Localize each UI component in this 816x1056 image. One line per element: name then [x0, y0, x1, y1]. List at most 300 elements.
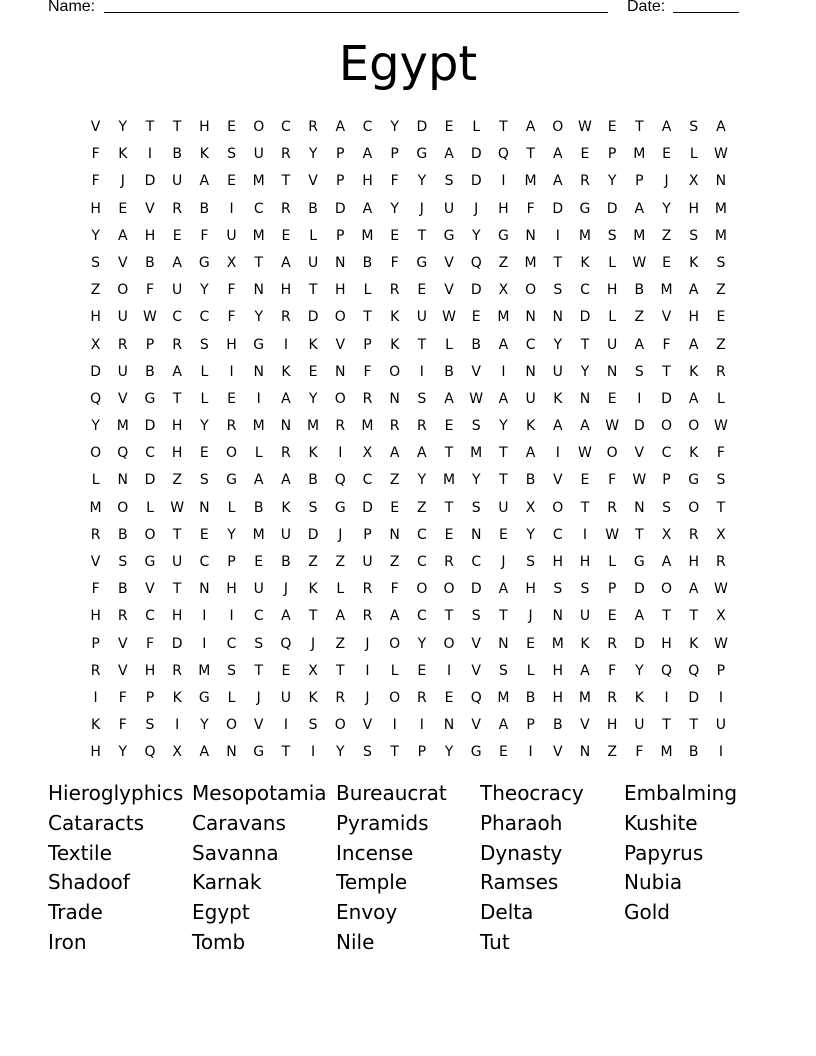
- grid-letter[interactable]: O: [226, 445, 238, 462]
- grid-letter[interactable]: H: [90, 608, 101, 625]
- grid-letter[interactable]: S: [91, 254, 101, 271]
- grid-letter[interactable]: A: [634, 200, 645, 217]
- grid-letter[interactable]: M: [497, 689, 510, 706]
- grid-letter[interactable]: D: [688, 689, 700, 706]
- grid-letter[interactable]: A: [688, 581, 699, 598]
- grid-letter[interactable]: X: [226, 254, 237, 271]
- grid-letter[interactable]: I: [419, 363, 424, 380]
- grid-letter[interactable]: R: [335, 418, 346, 435]
- grid-letter[interactable]: B: [444, 363, 454, 380]
- grid-letter[interactable]: V: [117, 662, 128, 679]
- grid-letter[interactable]: J: [283, 581, 288, 598]
- grid-letter[interactable]: A: [281, 472, 291, 489]
- grid-letter[interactable]: F: [145, 282, 154, 299]
- grid-letter[interactable]: D: [470, 173, 482, 190]
- grid-letter[interactable]: V: [335, 336, 346, 353]
- grid-letter[interactable]: P: [607, 581, 617, 598]
- grid-letter[interactable]: O: [226, 717, 238, 734]
- grid-letter[interactable]: G: [416, 146, 428, 163]
- grid-letter[interactable]: H: [335, 282, 346, 299]
- grid-letter[interactable]: G: [144, 390, 156, 407]
- grid-letter[interactable]: S: [444, 173, 454, 190]
- grid-letter[interactable]: O: [688, 499, 700, 516]
- grid-letter[interactable]: M: [660, 282, 673, 299]
- grid-letter[interactable]: D: [362, 499, 373, 516]
- grid-letter[interactable]: F: [200, 227, 209, 244]
- grid-letter[interactable]: V: [552, 472, 563, 489]
- grid-letter[interactable]: J: [120, 173, 125, 190]
- grid-letter[interactable]: J: [256, 689, 261, 706]
- grid-letter[interactable]: N: [498, 635, 509, 652]
- grid-letter[interactable]: Y: [200, 418, 209, 435]
- grid-letter[interactable]: O: [334, 390, 346, 407]
- grid-letter[interactable]: U: [443, 200, 455, 217]
- grid-letter[interactable]: O: [334, 717, 346, 734]
- grid-letter[interactable]: T: [363, 309, 372, 326]
- grid-letter[interactable]: I: [338, 445, 343, 462]
- grid-letter[interactable]: F: [635, 744, 644, 761]
- grid-letter[interactable]: B: [145, 363, 155, 380]
- grid-letter[interactable]: D: [552, 200, 564, 217]
- grid-letter[interactable]: A: [525, 119, 536, 135]
- grid-letter[interactable]: K: [91, 717, 101, 734]
- grid-letter[interactable]: O: [688, 418, 700, 435]
- grid-letter[interactable]: O: [416, 581, 428, 598]
- grid-letter[interactable]: W: [713, 635, 728, 652]
- grid-letter[interactable]: R: [90, 662, 101, 679]
- grid-letter[interactable]: Y: [336, 744, 345, 761]
- grid-letter[interactable]: E: [390, 227, 400, 244]
- grid-letter[interactable]: Z: [634, 309, 645, 326]
- grid-letter[interactable]: Z: [389, 472, 400, 489]
- grid-letter[interactable]: A: [552, 173, 563, 190]
- grid-letter[interactable]: T: [308, 608, 318, 625]
- grid-letter[interactable]: T: [417, 227, 427, 244]
- grid-letter[interactable]: A: [335, 608, 346, 625]
- grid-letter[interactable]: I: [419, 717, 424, 734]
- grid-letter[interactable]: D: [633, 418, 645, 435]
- grid-letter[interactable]: K: [689, 254, 699, 271]
- grid-letter[interactable]: J: [338, 526, 343, 543]
- grid-letter[interactable]: O: [552, 119, 564, 135]
- grid-letter[interactable]: C: [416, 526, 427, 543]
- grid-letter[interactable]: P: [390, 146, 399, 163]
- grid-letter[interactable]: B: [117, 526, 128, 543]
- grid-letter[interactable]: I: [229, 200, 234, 217]
- grid-letter[interactable]: V: [308, 173, 318, 190]
- grid-letter[interactable]: N: [117, 472, 129, 489]
- grid-letter[interactable]: N: [253, 363, 264, 380]
- grid-letter[interactable]: I: [718, 689, 723, 706]
- grid-letter[interactable]: U: [715, 717, 727, 734]
- grid-letter[interactable]: Y: [200, 717, 209, 734]
- grid-letter[interactable]: A: [498, 336, 509, 353]
- grid-letter[interactable]: A: [688, 336, 699, 353]
- grid-letter[interactable]: X: [308, 662, 318, 679]
- grid-letter[interactable]: O: [253, 119, 265, 135]
- grid-letter[interactable]: Z: [498, 254, 509, 271]
- grid-letter[interactable]: M: [198, 662, 211, 679]
- grid-letter[interactable]: T: [635, 526, 644, 543]
- grid-letter[interactable]: G: [198, 689, 210, 706]
- grid-letter[interactable]: O: [443, 635, 455, 652]
- grid-letter[interactable]: B: [525, 472, 536, 489]
- grid-letter[interactable]: E: [580, 472, 590, 489]
- grid-letter[interactable]: H: [90, 309, 101, 326]
- grid-letter[interactable]: S: [227, 662, 236, 679]
- grid-letter[interactable]: R: [335, 689, 346, 706]
- grid-letter[interactable]: N: [389, 526, 400, 543]
- grid-letter[interactable]: X: [716, 526, 726, 543]
- grid-letter[interactable]: K: [634, 689, 644, 706]
- grid-letter[interactable]: U: [307, 254, 319, 271]
- grid-letter[interactable]: M: [89, 499, 102, 516]
- grid-letter[interactable]: A: [688, 282, 699, 299]
- grid-letter[interactable]: T: [499, 608, 508, 625]
- grid-letter[interactable]: G: [579, 200, 591, 217]
- grid-letter[interactable]: D: [307, 526, 319, 543]
- grid-letter[interactable]: K: [199, 146, 209, 163]
- grid-letter[interactable]: A: [389, 445, 400, 462]
- grid-letter[interactable]: V: [444, 254, 454, 271]
- grid-letter[interactable]: H: [280, 282, 292, 299]
- grid-letter[interactable]: U: [280, 689, 292, 706]
- grid-letter[interactable]: P: [145, 336, 155, 353]
- grid-letter[interactable]: V: [444, 282, 454, 299]
- grid-letter[interactable]: F: [227, 282, 236, 299]
- grid-letter[interactable]: A: [117, 227, 128, 244]
- grid-letter[interactable]: Y: [580, 363, 590, 380]
- grid-letter[interactable]: K: [308, 689, 318, 706]
- grid-letter[interactable]: Q: [144, 744, 156, 761]
- grid-letter[interactable]: O: [389, 635, 401, 652]
- grid-letter[interactable]: L: [309, 227, 317, 244]
- grid-letter[interactable]: E: [607, 608, 617, 625]
- grid-letter[interactable]: N: [335, 363, 346, 380]
- grid-letter[interactable]: M: [116, 418, 129, 435]
- grid-letter[interactable]: B: [145, 254, 155, 271]
- grid-letter[interactable]: I: [175, 717, 180, 734]
- grid-letter[interactable]: R: [172, 336, 183, 353]
- grid-letter[interactable]: Z: [716, 336, 726, 353]
- grid-letter[interactable]: M: [470, 445, 483, 462]
- grid-letter[interactable]: H: [688, 200, 699, 217]
- grid-letter[interactable]: H: [226, 336, 237, 353]
- grid-letter[interactable]: G: [253, 336, 265, 353]
- grid-letter[interactable]: Y: [607, 173, 617, 190]
- grid-letter[interactable]: P: [91, 635, 100, 652]
- grid-letter[interactable]: P: [336, 227, 345, 244]
- grid-letter[interactable]: T: [172, 390, 182, 407]
- grid-letter[interactable]: K: [118, 146, 128, 163]
- grid-letter[interactable]: F: [390, 173, 399, 190]
- grid-letter[interactable]: W: [578, 445, 592, 462]
- grid-letter[interactable]: R: [688, 526, 699, 543]
- grid-letter[interactable]: M: [524, 173, 537, 190]
- grid-letter[interactable]: M: [551, 635, 564, 652]
- grid-letter[interactable]: J: [664, 173, 669, 190]
- grid-letter[interactable]: L: [146, 499, 154, 516]
- grid-letter[interactable]: D: [90, 363, 101, 380]
- grid-letter[interactable]: E: [444, 418, 454, 435]
- grid-letter[interactable]: O: [661, 418, 673, 435]
- grid-letter[interactable]: N: [552, 309, 564, 326]
- grid-letter[interactable]: F: [227, 309, 236, 326]
- grid-letter[interactable]: Q: [470, 254, 482, 271]
- grid-letter[interactable]: T: [499, 472, 508, 489]
- grid-letter[interactable]: Q: [334, 472, 346, 489]
- grid-letter[interactable]: M: [252, 227, 265, 244]
- grid-letter[interactable]: H: [144, 227, 156, 244]
- grid-letter[interactable]: P: [336, 173, 345, 190]
- grid-letter[interactable]: G: [253, 744, 265, 761]
- grid-letter[interactable]: I: [256, 390, 261, 407]
- grid-letter[interactable]: A: [498, 581, 509, 598]
- grid-letter[interactable]: O: [389, 363, 401, 380]
- grid-letter[interactable]: N: [199, 581, 210, 598]
- grid-letter[interactable]: A: [498, 390, 509, 407]
- grid-letter[interactable]: R: [389, 418, 400, 435]
- grid-letter[interactable]: H: [90, 200, 101, 217]
- grid-letter[interactable]: L: [227, 499, 236, 516]
- grid-letter[interactable]: U: [579, 608, 591, 625]
- grid-letter[interactable]: I: [582, 526, 588, 543]
- grid-letter[interactable]: A: [580, 418, 590, 435]
- grid-letter[interactable]: M: [714, 227, 727, 244]
- grid-letter[interactable]: S: [199, 472, 209, 489]
- grid-letter[interactable]: N: [579, 390, 591, 407]
- grid-letter[interactable]: V: [471, 662, 481, 679]
- grid-letter[interactable]: I: [528, 744, 533, 761]
- grid-letter[interactable]: S: [526, 554, 536, 570]
- grid-letter[interactable]: H: [226, 581, 237, 598]
- grid-letter[interactable]: K: [390, 309, 400, 326]
- grid-letter[interactable]: F: [390, 581, 399, 598]
- grid-letter[interactable]: N: [525, 309, 536, 326]
- grid-letter[interactable]: X: [172, 744, 182, 761]
- grid-letter[interactable]: M: [252, 173, 265, 190]
- grid-letter[interactable]: D: [661, 390, 672, 407]
- grid-letter[interactable]: Y: [471, 472, 481, 489]
- grid-letter[interactable]: M: [497, 309, 510, 326]
- grid-letter[interactable]: M: [633, 146, 646, 163]
- grid-letter[interactable]: E: [417, 662, 427, 679]
- grid-letter[interactable]: K: [526, 418, 536, 435]
- grid-letter[interactable]: E: [199, 445, 209, 462]
- grid-letter[interactable]: H: [688, 554, 699, 570]
- grid-letter[interactable]: A: [362, 200, 373, 217]
- grid-letter[interactable]: R: [90, 526, 101, 543]
- grid-letter[interactable]: E: [227, 119, 236, 135]
- grid-letter[interactable]: Y: [390, 119, 399, 135]
- grid-letter[interactable]: H: [579, 554, 591, 570]
- grid-letter[interactable]: E: [662, 146, 671, 163]
- grid-letter[interactable]: O: [552, 499, 564, 516]
- grid-letter[interactable]: F: [91, 173, 100, 190]
- grid-letter[interactable]: T: [417, 336, 427, 353]
- grid-letter[interactable]: R: [716, 554, 726, 570]
- grid-letter[interactable]: L: [390, 662, 399, 679]
- grid-letter[interactable]: E: [716, 309, 726, 326]
- grid-letter[interactable]: O: [606, 445, 618, 462]
- grid-letter[interactable]: L: [689, 146, 698, 163]
- grid-letter[interactable]: S: [716, 472, 726, 489]
- grid-letter[interactable]: Q: [470, 689, 482, 706]
- grid-letter[interactable]: P: [417, 744, 427, 761]
- grid-letter[interactable]: N: [606, 363, 618, 380]
- grid-letter[interactable]: F: [716, 445, 725, 462]
- grid-letter[interactable]: S: [308, 499, 318, 516]
- grid-letter[interactable]: C: [199, 309, 210, 326]
- grid-letter[interactable]: N: [579, 744, 591, 761]
- grid-letter[interactable]: L: [91, 472, 100, 489]
- grid-letter[interactable]: O: [661, 581, 673, 598]
- grid-letter[interactable]: L: [608, 254, 617, 271]
- grid-letter[interactable]: S: [471, 499, 481, 516]
- grid-letter[interactable]: V: [634, 445, 645, 462]
- grid-letter[interactable]: E: [498, 526, 508, 543]
- grid-letter[interactable]: Y: [444, 744, 454, 761]
- grid-letter[interactable]: W: [143, 309, 157, 326]
- grid-letter[interactable]: A: [444, 146, 454, 163]
- grid-letter[interactable]: N: [552, 608, 564, 625]
- grid-letter[interactable]: M: [252, 418, 265, 435]
- grid-letter[interactable]: V: [661, 309, 672, 326]
- grid-letter[interactable]: V: [117, 390, 128, 407]
- grid-letter[interactable]: J: [365, 689, 370, 706]
- grid-letter[interactable]: M: [524, 254, 537, 271]
- grid-letter[interactable]: E: [254, 554, 264, 570]
- grid-letter[interactable]: H: [552, 662, 564, 679]
- grid-letter[interactable]: I: [555, 227, 560, 244]
- grid-letter[interactable]: H: [362, 173, 373, 190]
- grid-letter[interactable]: L: [526, 662, 535, 679]
- grid-letter[interactable]: S: [118, 554, 128, 570]
- grid-letter[interactable]: I: [311, 744, 316, 761]
- grid-letter[interactable]: R: [362, 390, 373, 407]
- grid-letter[interactable]: I: [93, 689, 98, 706]
- grid-letter[interactable]: R: [362, 581, 373, 598]
- grid-letter[interactable]: U: [117, 363, 128, 380]
- grid-letter[interactable]: R: [281, 445, 291, 462]
- grid-letter[interactable]: F: [118, 717, 127, 734]
- grid-letter[interactable]: W: [170, 499, 185, 516]
- grid-letter[interactable]: N: [634, 499, 645, 516]
- grid-letter[interactable]: D: [171, 635, 183, 652]
- grid-letter[interactable]: H: [661, 635, 672, 652]
- grid-letter[interactable]: R: [580, 173, 590, 190]
- grid-letter[interactable]: W: [713, 581, 728, 598]
- grid-letter[interactable]: W: [605, 418, 620, 435]
- grid-letter[interactable]: I: [202, 635, 207, 652]
- grid-letter[interactable]: K: [281, 499, 291, 516]
- grid-letter[interactable]: P: [716, 662, 726, 679]
- grid-letter[interactable]: P: [607, 146, 617, 163]
- grid-letter[interactable]: H: [171, 445, 183, 462]
- grid-letter[interactable]: H: [144, 662, 156, 679]
- grid-letter[interactable]: A: [444, 390, 454, 407]
- grid-letter[interactable]: D: [606, 200, 618, 217]
- grid-letter[interactable]: Y: [662, 200, 671, 217]
- grid-letter[interactable]: Y: [417, 635, 427, 652]
- grid-letter[interactable]: G: [688, 472, 700, 489]
- grid-letter[interactable]: E: [417, 282, 427, 299]
- grid-letter[interactable]: S: [417, 390, 427, 407]
- grid-letter[interactable]: V: [145, 581, 155, 598]
- grid-letter[interactable]: V: [362, 717, 373, 734]
- grid-letter[interactable]: T: [281, 744, 291, 761]
- grid-letter[interactable]: I: [664, 689, 669, 706]
- grid-letter[interactable]: G: [198, 254, 210, 271]
- grid-letter[interactable]: E: [281, 227, 291, 244]
- grid-letter[interactable]: S: [634, 363, 644, 380]
- grid-letter[interactable]: A: [199, 173, 210, 190]
- grid-letter[interactable]: A: [498, 717, 509, 734]
- grid-letter[interactable]: T: [662, 717, 671, 734]
- grid-letter[interactable]: J: [501, 554, 506, 570]
- grid-letter[interactable]: X: [525, 499, 536, 516]
- grid-letter[interactable]: T: [281, 173, 291, 190]
- grid-letter[interactable]: K: [172, 689, 182, 706]
- grid-letter[interactable]: D: [144, 418, 156, 435]
- grid-letter[interactable]: I: [637, 390, 642, 407]
- grid-letter[interactable]: B: [281, 554, 291, 570]
- grid-letter[interactable]: V: [471, 635, 481, 652]
- grid-letter[interactable]: O: [90, 445, 102, 462]
- grid-letter[interactable]: T: [172, 581, 182, 598]
- grid-letter[interactable]: C: [362, 472, 373, 489]
- grid-letter[interactable]: E: [118, 200, 128, 217]
- grid-letter[interactable]: B: [525, 689, 536, 706]
- grid-letter[interactable]: P: [526, 717, 535, 734]
- grid-letter[interactable]: K: [308, 336, 318, 353]
- grid-letter[interactable]: F: [662, 336, 671, 353]
- grid-letter[interactable]: M: [578, 227, 592, 244]
- grid-letter[interactable]: A: [688, 390, 699, 407]
- grid-letter[interactable]: U: [253, 146, 264, 163]
- grid-letter[interactable]: G: [443, 227, 455, 244]
- grid-letter[interactable]: C: [580, 282, 590, 299]
- grid-letter[interactable]: E: [607, 119, 617, 135]
- grid-letter[interactable]: A: [172, 254, 182, 271]
- grid-letter[interactable]: L: [472, 119, 481, 135]
- grid-letter[interactable]: L: [227, 689, 236, 706]
- grid-letter[interactable]: S: [308, 717, 318, 734]
- grid-letter[interactable]: N: [199, 499, 210, 516]
- grid-letter[interactable]: I: [365, 662, 370, 679]
- grid-letter[interactable]: D: [470, 581, 482, 598]
- grid-letter[interactable]: U: [172, 173, 183, 190]
- grid-letter[interactable]: X: [688, 173, 699, 190]
- grid-letter[interactable]: N: [525, 363, 536, 380]
- grid-letter[interactable]: B: [253, 499, 264, 516]
- grid-letter[interactable]: B: [471, 336, 482, 353]
- grid-letter[interactable]: E: [526, 635, 536, 652]
- grid-letter[interactable]: A: [552, 418, 563, 435]
- grid-letter[interactable]: T: [444, 499, 454, 516]
- grid-letter[interactable]: I: [229, 608, 234, 625]
- grid-letter[interactable]: L: [200, 390, 209, 407]
- grid-letter[interactable]: M: [361, 418, 374, 435]
- grid-letter[interactable]: E: [498, 744, 508, 761]
- grid-letter[interactable]: A: [634, 336, 645, 353]
- grid-letter[interactable]: V: [471, 363, 481, 380]
- grid-letter[interactable]: M: [660, 744, 673, 761]
- grid-letter[interactable]: V: [117, 254, 128, 271]
- grid-letter[interactable]: H: [606, 717, 618, 734]
- grid-letter[interactable]: T: [390, 744, 399, 761]
- grid-letter[interactable]: Q: [688, 662, 700, 679]
